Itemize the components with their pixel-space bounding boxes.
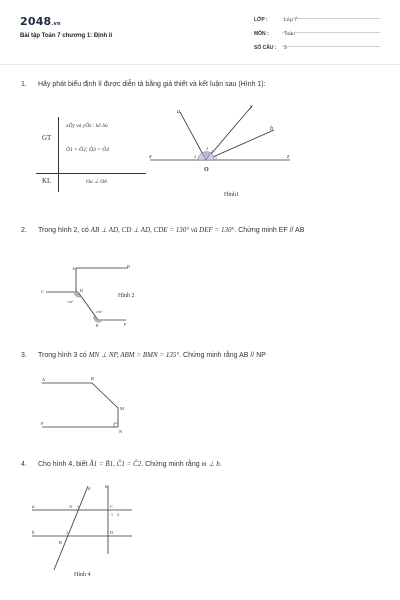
label-1: 1 [215, 155, 217, 160]
label-B: B [127, 264, 131, 269]
count-value: 9 [284, 45, 287, 51]
label-P: P [41, 421, 44, 426]
label-F: F [124, 322, 127, 327]
label-2: 2 [211, 149, 213, 154]
question-3-text-b: . Chứng minh rằng AB // NP [179, 352, 266, 359]
gt-kl-table [36, 117, 146, 192]
kl-line: Oa ⊥ Ob [86, 179, 107, 185]
grade-underline [282, 18, 380, 19]
question-4-math-b: m ⊥ b [201, 460, 220, 468]
label-b: b [32, 531, 35, 536]
label-D: D [110, 530, 114, 535]
figure-3 [36, 374, 136, 434]
logo-suffix: .vn [51, 21, 61, 27]
page-title: Bài tập Toán 7 chương 1: Định lí [20, 33, 113, 39]
subject-value: Toán [284, 31, 295, 37]
question-3-text [38, 350, 383, 361]
label-A: A [42, 377, 46, 382]
label-B1: 1 [66, 530, 68, 535]
question-4-math-a: Â1 = B̂1, Ĉ1 = Ĉ2 [89, 460, 142, 468]
label-a: a [32, 505, 35, 510]
question-4-text-b: . Chứng minh rằng [141, 461, 202, 468]
question-3-text-a: Trong hình 3 có [38, 352, 89, 359]
right-angle-n [114, 423, 118, 427]
label-angle-d: 130° [67, 300, 74, 304]
question-1-number: 1. [21, 81, 27, 88]
label-angle-e: 130° [96, 310, 103, 314]
angle-mark-e [93, 315, 103, 323]
label-A1: 1 [77, 504, 79, 509]
figure-2-caption: Hình 2 [118, 293, 135, 299]
label-C: C [41, 289, 45, 294]
question-4-text-a: Cho hình 4, biết [38, 461, 90, 468]
segment-de [78, 292, 98, 320]
subject-underline [282, 32, 380, 33]
question-4-text-c: . [219, 461, 222, 468]
label-M: M [120, 406, 125, 411]
header-divider [0, 64, 400, 65]
figure-4 [28, 482, 138, 572]
subject-label: MÔN : [254, 31, 269, 37]
label-o: O [204, 167, 209, 173]
figure-1 [140, 100, 300, 195]
label-E: E [96, 323, 99, 328]
label-C1: 1 [111, 512, 113, 517]
count-label: SỐ CÂU : [254, 45, 277, 51]
question-1-text: Hãy phát biểu định lí được diễn tả bằng giả thiết và kết luận sau (Hình 1): [38, 81, 266, 88]
gt-line-2: Ô1 = Ô2; Ô3 = Ô4 [66, 147, 110, 153]
question-2-text-a: Trong hình 2, có [38, 227, 91, 234]
label-4: 4 [194, 154, 196, 159]
table-horizontal-line [36, 173, 146, 174]
table-vertical-line [58, 117, 59, 192]
label-N: N [119, 429, 123, 434]
label-b: b [270, 126, 273, 132]
grade-label: LỚP : [254, 17, 268, 23]
line-n [54, 486, 88, 570]
kl-label: KL [42, 177, 52, 185]
count-underline [282, 46, 380, 47]
label-a: a [177, 109, 180, 115]
figure-4-caption: Hình 4 [74, 572, 91, 578]
segment-bm [92, 383, 118, 408]
question-2-text-b: . Chứng minh EF // AB [234, 227, 305, 234]
grade-value: Lớp 7 [284, 17, 298, 23]
question-2-number: 2. [21, 227, 27, 234]
label-A: A [69, 504, 73, 509]
label-A: A [72, 266, 76, 271]
label-y: y [250, 104, 253, 110]
site-logo[interactable] [20, 15, 61, 28]
logo-text: 2048 [20, 15, 52, 28]
gt-line-1: xÔy và yÔz : kề bù [66, 123, 108, 129]
question-3-math: MN ⊥ NP, ABM = BMN = 135° [88, 351, 180, 359]
question-4-text [38, 459, 383, 470]
label-B: B [91, 376, 95, 381]
question-2-math: AB ⊥ AD, CD ⊥ AD, CDE = 130° và DEF = 130° [90, 226, 235, 234]
label-3: 3 [206, 146, 208, 151]
label-n: n [88, 487, 91, 492]
label-z: z [287, 154, 290, 160]
gt-label: GT [42, 134, 52, 142]
question-2-text [38, 225, 383, 236]
question-3-number: 3. [21, 352, 27, 359]
question-4-number: 4. [21, 461, 27, 468]
label-C: C [110, 504, 114, 509]
label-D: D [80, 288, 84, 293]
label-x: x [149, 154, 152, 160]
label-m: m [105, 485, 109, 490]
label-C2: 2 [117, 512, 119, 517]
figure-1-caption: Hình1 [224, 192, 239, 198]
label-B: B [59, 540, 63, 545]
